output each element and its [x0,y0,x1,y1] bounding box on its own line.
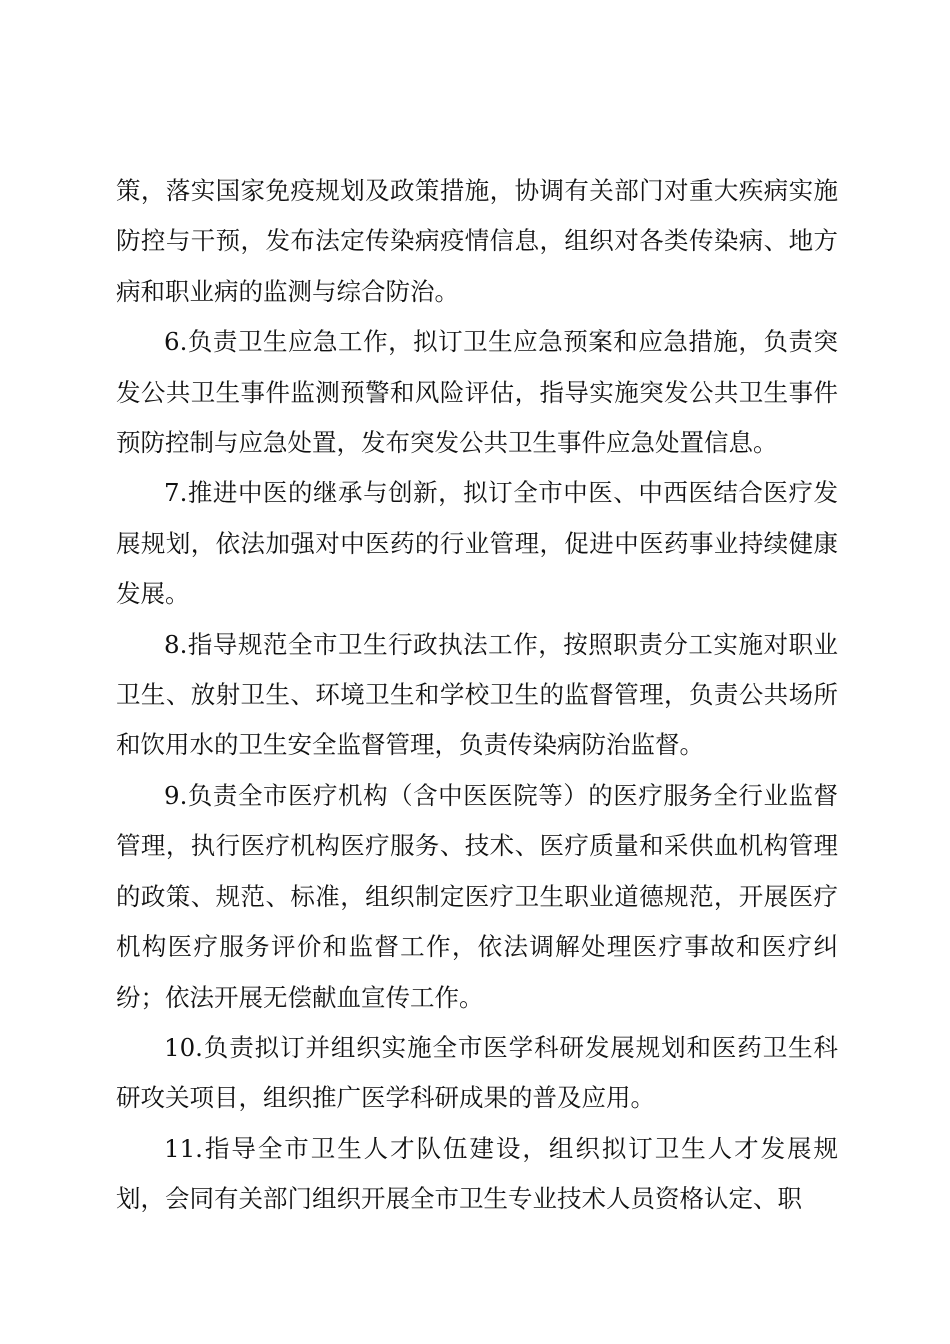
paragraph-item-9: 9.负责全市医疗机构（含中医医院等）的医疗服务全行业监督管理，执行医疗机构医疗服务、技术、医疗质量和采供血机构管理的政策、规范、标准，组织制定医疗卫生职业道德规范，开展医疗机构医疗服务评价和监督工作，依法调解处理医疗事故和医疗纠纷；依法开展无偿献血宣传工作。 [116,780,838,1012]
paragraph-item-11: 11.指导全市卫生人才队伍建设，组织拟订卫生人才发展规划，会同有关部门组织开展全市卫生专业技术人员资格认定、职 [116,1133,838,1214]
paragraph-item-8: 8.指导规范全市卫生行政执法工作，按照职责分工实施对职业卫生、放射卫生、环境卫生和学校卫生的监督管理，负责公共场所和饮用水的卫生安全监督管理，负责传染病防治监督。 [116,629,838,760]
paragraph-item-7: 7.推进中医的继承与创新，拟订全市中医、中西医结合医疗发展规划，依法加强对中医药的行业管理，促进中医药事业持续健康发展。 [116,478,838,609]
paragraph-item-10: 10.负责拟订并组织实施全市医学科研发展规划和医药卫生科研攻关项目，组织推广医学科研成果的普及应用。 [116,1032,838,1113]
paragraph-item-6: 6.负责卫生应急工作，拟订卫生应急预案和应急措施，负责突发公共卫生事件监测预警和风险评估，指导实施突发公共卫生事件预防控制与应急处置，发布突发公共卫生事件应急处置信息。 [116,327,838,458]
paragraph-5-continuation: 策，落实国家免疫规划及政策措施，协调有关部门对重大疾病实施防控与干预，发布法定传染病疫情信息，组织对各类传染病、地方病和职业病的监测与综合防治。 [116,176,838,306]
document-body [116,166,838,1225]
